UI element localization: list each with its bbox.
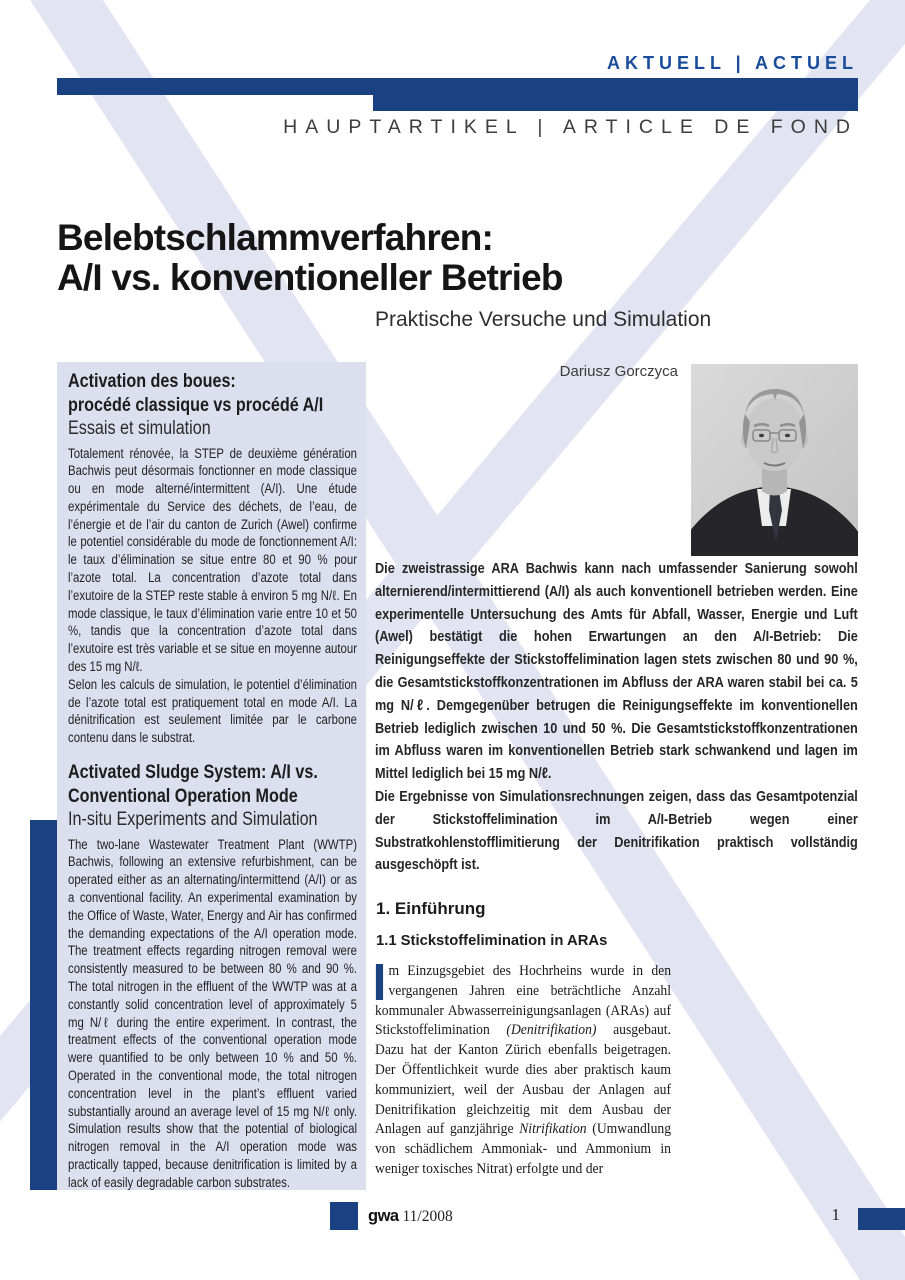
abstract-fr-heading: [68, 370, 357, 417]
footer-imprint: [368, 1207, 453, 1226]
author-name: Dariusz Gorczyca: [559, 363, 678, 380]
section-heading-1: 1. Einführung: [376, 899, 486, 918]
lead-paragraph-1: Die zweistrassige ARA Bachwis kann nach umfassender Sanierung sowohl alternierend/intermittierend (A/I) als auch konventionell betrieben werden. Eine experimentelle Untersuchung des Amts für Abfall, Wasser, Energie und Luft (Awel) bestätigt die hohen Erwartungen an den A/I-Betrieb: Die Reinigungseffekte der Stickstoffelimination lagen stets zwischen 80 und 90 %, die Gesamtstickstoffkonzentrationen im Abfluss der ARA waren stabil bei ca. 5 mg N/ℓ. Demgegenüber betrugen die Reinigungseffekte im konventionellen Betrieb lediglich zwischen 10 und 50 %. Die Gesamtstickstoffkonzentrationen im Abfluss waren im konventionellen Betrieb stark schwankend und lagen im Mittel lediglich bei 15 mg N/ℓ.: [375, 560, 858, 783]
intro-paragraph: [375, 961, 671, 1179]
footer-journal-logo: gwa: [368, 1207, 399, 1225]
section-heading-1-1: 1.1 Stickstoffelimination in ARAs: [376, 933, 608, 949]
footer-right-bar: [858, 1208, 905, 1230]
abstract-fr-paragraph-1: Totalement rénovée, la STEP de deuxième génération Bachwis peut désormais fonctionner en mode classique ou en mode alterné/intermittent (A/I). Une étude expérimentale du Service des déchets, de l’eau, de l’énergie et de l’air du canton de Zurich (Awel) confirme le potentiel considérable du mode de fonctionnement A/I: le taux d’élimination se situe entre 80 et 90 % pour l’azote total. La concentration d’azote total dans l’exutoire de la STEP reste stable à environ 5 mg N/ℓ. En mode classique, le taux d’élimination varie entre 10 et 50 %, tandis que la concentration d’azote total dans l’exutoire est très variable et se situe en moyenne autour des 15 mg N/ℓ.: [68, 445, 357, 675]
abstract-fr-paragraph-2: Selon les calculs de simulation, le potentiel d’élimination de l’azote total est pratiquement total en mode A/I. La dénitrification est seulement limitée par le carbone contenu dans le substrat.: [68, 676, 357, 746]
abstract-en-paragraph-1: The two-lane Wastewater Treatment Plant (WWTP) Bachwis, following an extensive refurbishment, can be operated either as an alternating/intermittend (A/I) or as a conventional facility. An experimental examination by the Office of Waste, Water, Energy and Air has confirmed the demanding expectations of the A/I operation mode. The treatment effects regarding nitrogen removal were consistently measured to be between 80 % and 90 %. The total nitrogen in the effluent of the WWTP was at a constantly solid concentration level of approximately 5 mg N/ℓ during the entire experiment. In contrast, the treatment effects of the conventional operation mode were quantified to be only between 10 % and 50 %. Operated in the conventional mode, the total nitrogen concentration level in the plant’s effluent varied substantially around an average level of 15 mg N/ℓ only. Simulation results show that the potential of biological nitrogen removal in the A/I operation mode was practically tapped, because denitrification is limited by a lack of easily degradable carbon substrates.: [68, 836, 357, 1190]
article-title-line2: A/I vs. konventioneller Betrieb: [57, 257, 563, 298]
abstract-en-body: [68, 836, 357, 1192]
article-title-line1: Belebtschlammverfahren:: [57, 217, 494, 258]
footer-left-square: [330, 1202, 358, 1230]
abstract-en-heading: [68, 761, 357, 808]
abstract-en-heading-line1: Activated Sludge System: A/I vs.: [68, 762, 318, 784]
dropcap-initial: [376, 964, 383, 1000]
abstract-en-heading-line2: Conventional Operation Mode: [68, 785, 298, 807]
abstract-fr-heading-line1: Activation des boues:: [68, 371, 236, 392]
article-subtitle: Praktische Versuche und Simulation: [375, 308, 712, 331]
section-band-label: HAUPTARTIKEL | ARTICLE DE FOND: [283, 116, 858, 138]
author-photo: [691, 364, 858, 556]
portrait-eye-right: [785, 434, 790, 438]
kicker-label: AKTUELL | ACTUEL: [606, 53, 858, 73]
left-accent-bar: [30, 820, 57, 1190]
footer-issue: 11/2008: [402, 1208, 453, 1225]
abstract-box: [57, 362, 366, 1190]
abstract-en-subheading: In-situ Experiments and Simulation: [68, 809, 318, 831]
abstract-fr-body: [68, 445, 357, 748]
header-bar-step: [373, 78, 858, 111]
lead-paragraph-2: Die Ergebnisse von Simulationsrechnungen zeigen, dass das Gesamtpotenzial der Stickstoffelimination im A/I-Betrieb wegen einer Substratkohlenstofflimitierung der Denitrifikation praktisch vollständig ausgeschöpft ist.: [375, 787, 858, 874]
abstract-fr-subheading: Essais et simulation: [68, 418, 211, 439]
portrait-jaw: [749, 425, 801, 471]
abstract-fr-heading-line2: procédé classique vs procédé A/I: [68, 394, 324, 416]
intro-text: m Einzugsgebiet des Hochrheins wurde in den vergangenen Jahren eine beträchtliche Anzahl kommunaler Abwasserreinigungsanlagen (ARAs) auf Stickstoffelimination (Denitrifikation) ausgebaut. Dazu hat der Kanton Zürich ebenfalls beigetragen. Der Öffentlichkeit wurde dies aber praktisch kaum kommuniziert, weil der Ausbau der Anlagen auf Denitrifikation gleichzeitig mit dem Ausbau der Anlagen auf ganzjährige Nitrifikation (Umwandlung von schädlichem Ammoniak- und Ammonium in weniger toxisches Nitrat) erfolgte und der: [375, 962, 672, 1177]
portrait-eye-left: [759, 434, 764, 438]
footer-page-number: 1: [831, 1205, 840, 1224]
article-title: [57, 218, 563, 298]
lead-abstract-de: [375, 558, 858, 877]
